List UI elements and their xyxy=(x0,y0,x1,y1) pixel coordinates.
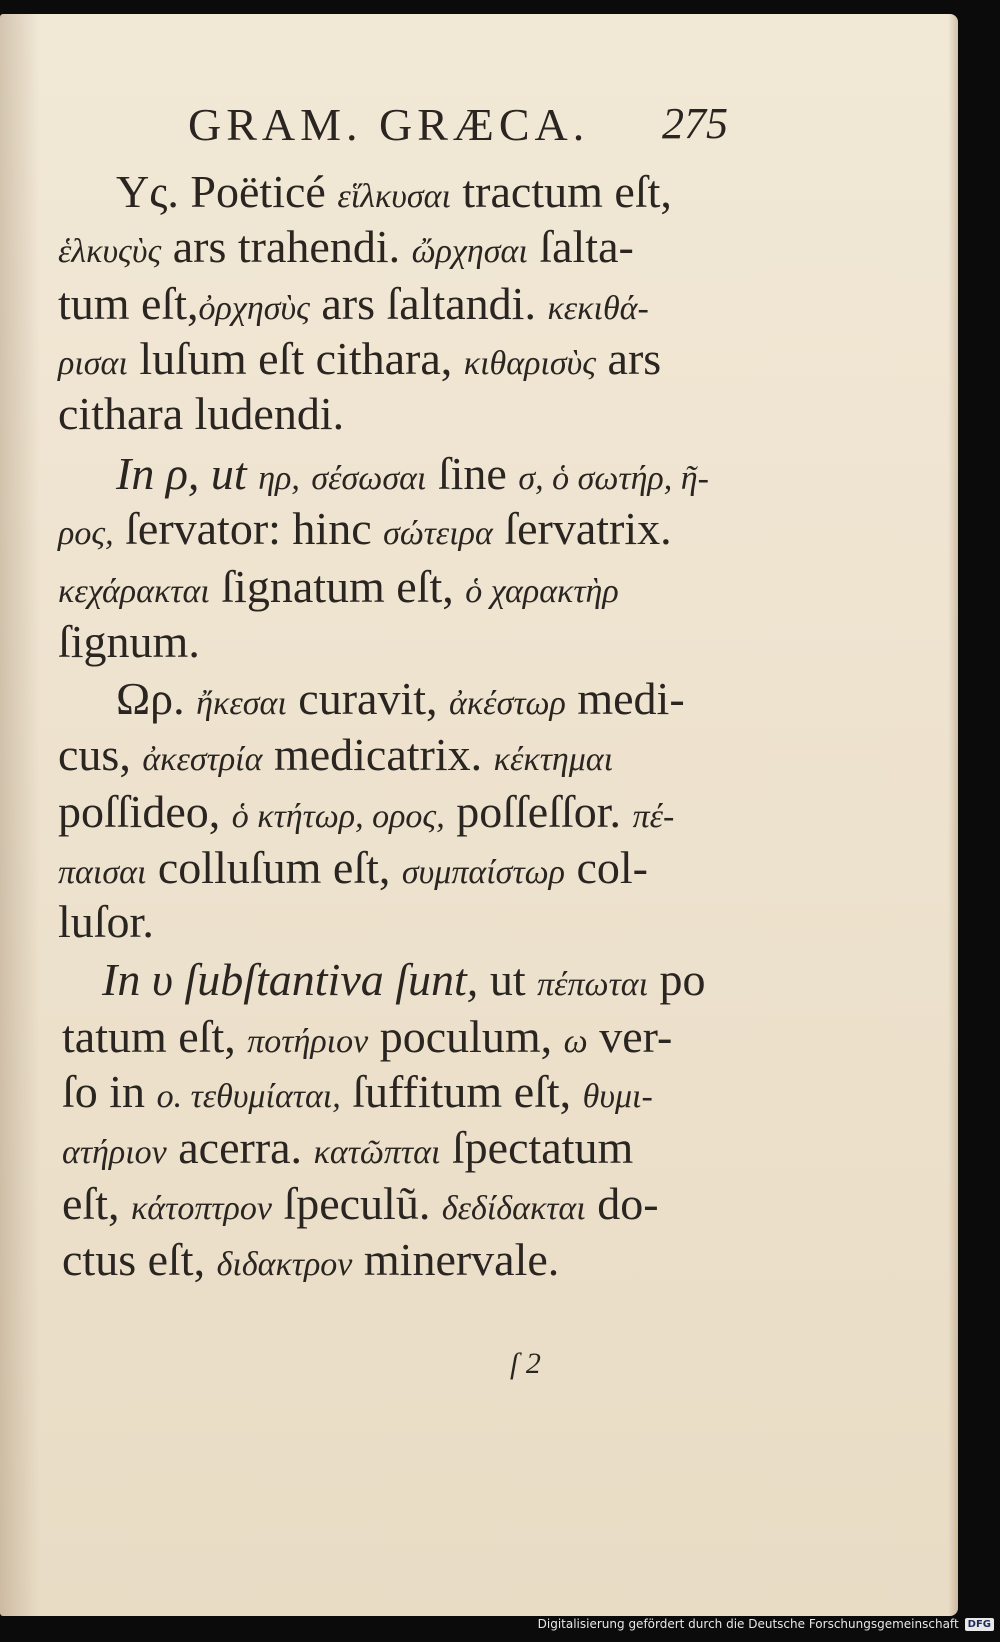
text-line xyxy=(62,1232,559,1293)
greek-word: σώτειρα xyxy=(383,515,493,552)
greek-word: κεκιθά- xyxy=(547,290,649,327)
greek-word: σέσωσαι xyxy=(311,460,427,497)
latin-text: ars ſaltandi. xyxy=(309,278,548,329)
latin-text: ſo in xyxy=(62,1066,157,1117)
latin-text: luſor. xyxy=(58,896,154,947)
greek-word: ρισαι xyxy=(58,345,128,382)
latin-text: cus, xyxy=(58,729,143,780)
latin-text: In υ ſubſtantiva ſunt, xyxy=(102,954,479,1005)
text-line xyxy=(58,219,634,280)
greek-word: ρος, xyxy=(58,515,114,552)
latin-text: do- xyxy=(585,1178,659,1229)
digitization-credit xyxy=(538,1612,994,1636)
latin-text: Ωρ. xyxy=(116,673,197,724)
latin-text: ſuffitum eſt, xyxy=(340,1066,583,1117)
text-line xyxy=(62,1064,653,1125)
latin-text xyxy=(300,448,312,499)
greek-word: ἑλκυςὺς xyxy=(58,233,162,270)
text-line xyxy=(62,1176,659,1237)
latin-text: ſpectatum xyxy=(440,1122,634,1173)
latin-text: poſſeſſor. xyxy=(444,786,633,837)
latin-text: tatum eſt, xyxy=(62,1011,248,1062)
latin-text: ars trahendi. xyxy=(161,221,412,272)
latin-text: ſine xyxy=(426,448,519,499)
text-line xyxy=(58,331,661,392)
running-title: GRAM. GRÆCA. xyxy=(188,99,590,150)
greek-word: ποτήριον xyxy=(247,1023,369,1060)
latin-text: ver- xyxy=(587,1011,673,1062)
greek-word: σ, ὁ σωτήρ, ῆ- xyxy=(518,460,709,497)
text-line xyxy=(102,952,706,1013)
book-page xyxy=(0,14,958,1616)
latin-text: eſt, xyxy=(62,1178,131,1229)
greek-word: κάτοπτρον xyxy=(130,1190,272,1227)
latin-text: poculum, xyxy=(368,1011,564,1062)
text-line xyxy=(116,164,672,225)
greek-word: πέπωται xyxy=(537,966,649,1003)
greek-word: δεδίδακται xyxy=(441,1190,586,1227)
signature-mark: ſ 2 xyxy=(510,1347,541,1380)
page-number: 275 xyxy=(662,99,728,148)
text-line xyxy=(58,276,649,337)
text-line xyxy=(116,671,685,732)
greek-word: ἀκέστωρ xyxy=(449,685,566,722)
latin-text: tractum eſt, xyxy=(450,166,672,217)
latin-text: tum eſt, xyxy=(58,278,199,329)
latin-text: Υς. Poëticé xyxy=(116,166,338,217)
greek-word: ὁ χαρακτὴρ xyxy=(465,573,619,610)
text-line xyxy=(58,727,613,788)
text-line xyxy=(58,559,619,620)
latin-text: minervale. xyxy=(352,1234,560,1285)
latin-text: ſervator: hinc xyxy=(113,503,384,554)
latin-text: colluſum eſt, xyxy=(146,842,402,893)
latin-text: ſpeculũ. xyxy=(271,1178,442,1229)
greek-word: ἤκεσαι xyxy=(196,685,287,722)
greek-word: ὤρχησαι xyxy=(411,233,528,270)
latin-text: ſervatrix. xyxy=(492,503,672,554)
latin-text: acerra. xyxy=(166,1122,314,1173)
latin-text: luſum eſt cithara, xyxy=(127,333,464,384)
latin-text: cithara ludendi. xyxy=(58,388,345,439)
page-edge-shadow xyxy=(948,14,958,1616)
latin-text: ars xyxy=(596,333,662,384)
greek-word: ατήριον xyxy=(62,1134,167,1171)
greek-word: κιθαρισὺς xyxy=(463,345,597,382)
latin-text: ſignatum eſt, xyxy=(209,561,466,612)
latin-text: In ρ, ut xyxy=(116,448,259,499)
text-line xyxy=(62,1009,672,1070)
latin-text: po xyxy=(648,954,706,1005)
text-line xyxy=(116,446,709,507)
credit-text: Digitalisierung gefördert durch die Deutsche Forschungsgemeinschaft xyxy=(537,1617,959,1631)
latin-text: ſalta- xyxy=(527,221,634,272)
text-line xyxy=(58,386,344,442)
greek-word: ο. τεθυμίαται, xyxy=(156,1078,341,1115)
greek-word: ὀρχησὺς xyxy=(198,290,310,327)
text-line xyxy=(58,614,200,670)
greek-word: συμπαίστωρ xyxy=(401,854,565,891)
greek-word: ἀκεστρία xyxy=(142,741,263,778)
text-line xyxy=(58,840,648,901)
greek-word: θυμι- xyxy=(582,1078,653,1115)
greek-word: παισαι xyxy=(58,854,147,891)
greek-word: κατῶπται xyxy=(313,1134,441,1171)
latin-text: ut xyxy=(478,954,538,1005)
text-line xyxy=(58,784,674,845)
greek-word: εἵλκυσαι xyxy=(337,178,451,215)
latin-text: col- xyxy=(564,842,648,893)
latin-text: ſignum. xyxy=(58,616,200,667)
text-line xyxy=(58,501,672,562)
latin-text: curavit, xyxy=(286,673,450,724)
text-line xyxy=(62,1120,633,1181)
greek-word: ηρ, xyxy=(258,460,300,497)
greek-word: κεχάρακται xyxy=(58,573,210,610)
latin-text: medi- xyxy=(565,673,685,724)
greek-word: κέκτημαι xyxy=(493,741,614,778)
greek-word: ω xyxy=(563,1023,588,1060)
latin-text: poſſideo, xyxy=(58,786,232,837)
dfg-logo: DFG xyxy=(965,1618,994,1631)
greek-word: διδακτρον xyxy=(216,1246,353,1283)
text-line xyxy=(58,894,154,950)
latin-text: ctus eſt, xyxy=(62,1234,217,1285)
greek-word: πέ- xyxy=(632,798,675,835)
greek-word: ὁ κτήτωρ, ορος, xyxy=(231,798,445,835)
latin-text: medicatrix. xyxy=(262,729,494,780)
